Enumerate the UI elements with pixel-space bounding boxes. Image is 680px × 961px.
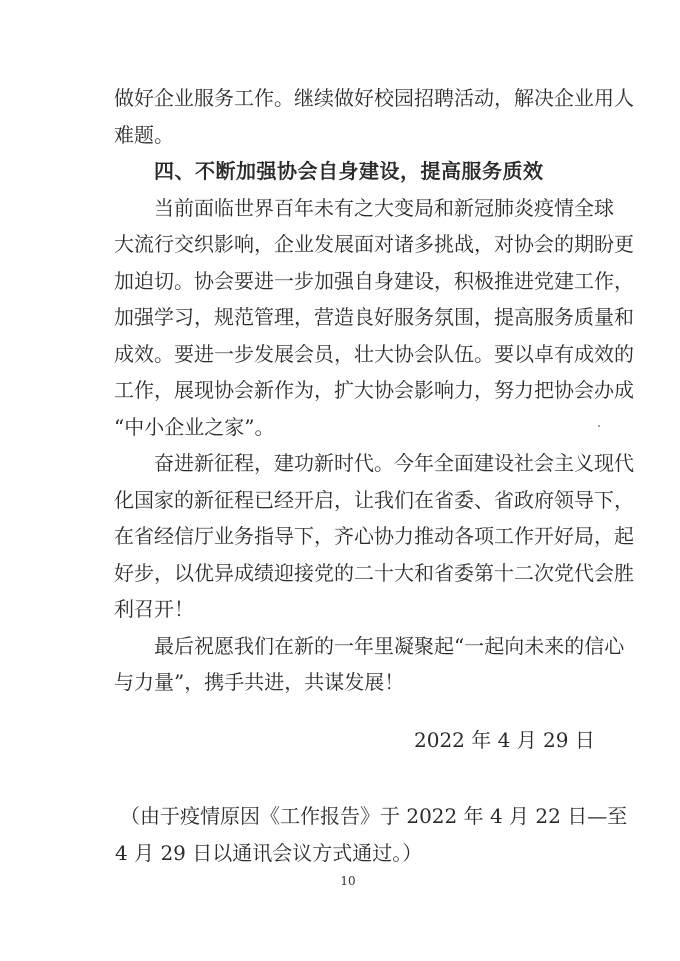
body-line: 在省经信厅业务指导下，齐心协力推动各项工作开好局，起	[114, 524, 634, 548]
body-line: 化国家的新征程已经开启，让我们在省委、省政府领导下，	[114, 488, 634, 512]
body-line: 当前面临世界百年未有之大变局和新冠肺炎疫情全球	[154, 196, 614, 220]
page-number: 10	[340, 874, 356, 888]
body-line: 成效。要进一步发展会员，壮大协会队伍。要以卓有成效的	[114, 342, 634, 366]
body-line: 大流行交织影响，企业发展面对诸多挑战，对协会的期盼更	[114, 232, 634, 256]
footnote-line: 4 月 29 日以通讯会议方式通过。）	[115, 841, 423, 865]
body-line: 奋进新征程，建功新时代。今年全面建设社会主义现代	[154, 451, 634, 475]
section-heading: 四、不断加强协会自身建设，提高服务质效	[154, 159, 544, 183]
body-line: 好步，以优异成绩迎接党的二十大和省委第十二次党代会胜	[114, 561, 634, 585]
body-line: 难题。	[114, 123, 174, 147]
body-line: “中小企业之家”。	[114, 415, 275, 439]
body-line: 做好企业服务工作。继续做好校园招聘活动，解决企业用人	[114, 86, 634, 110]
document-date: 2022 年 4 月 29 日	[414, 728, 595, 752]
body-line: 最后祝愿我们在新的一年里凝聚起“一起向未来的信心	[154, 634, 625, 658]
body-line: 利召开！	[114, 597, 194, 621]
body-line: 工作，展现协会新作为，扩大协会影响力，努力把协会办成	[114, 378, 634, 402]
body-line: 与力量”，携手共进，共谋发展！	[114, 670, 405, 694]
body-line: 加强学习，规范管理，营造良好服务氛围，提高服务质量和	[114, 305, 634, 329]
body-line: 加迫切。协会要进一步加强自身建设，积极推进党建工作，	[114, 269, 634, 293]
scan-speck	[598, 425, 600, 427]
footnote-line: （由于疫情原因《工作报告》于 2022 年 4 月 22 日—至	[120, 804, 628, 828]
